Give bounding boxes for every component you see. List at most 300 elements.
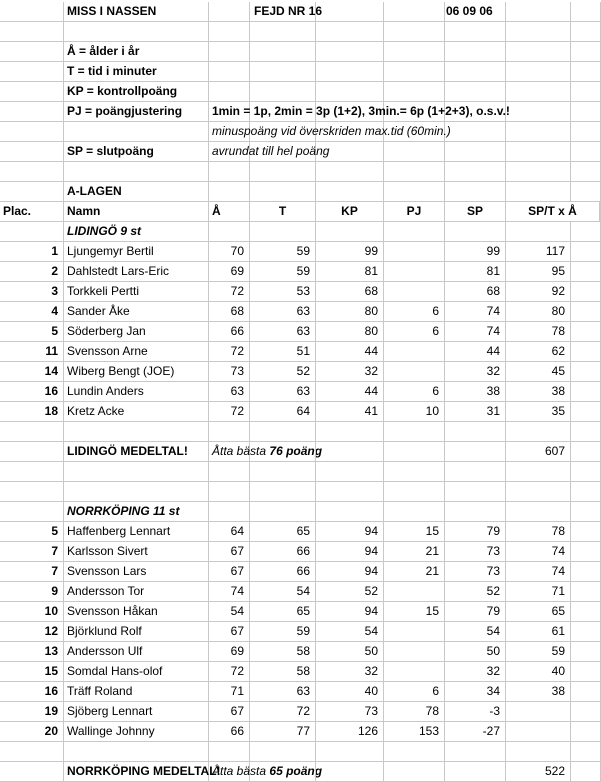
player-name[interactable]: Andersson Ulf	[64, 642, 209, 662]
placement[interactable]: 7	[0, 562, 64, 582]
cell[interactable]	[445, 62, 506, 82]
spt-value[interactable]: 78	[506, 322, 571, 342]
cell[interactable]	[571, 622, 601, 642]
cell[interactable]	[445, 122, 506, 142]
cell[interactable]	[571, 22, 601, 42]
age-value[interactable]: 69	[209, 642, 250, 662]
cell[interactable]	[571, 242, 601, 262]
cell[interactable]	[250, 62, 316, 82]
cell[interactable]	[316, 462, 384, 482]
cell[interactable]	[209, 482, 250, 502]
column-header[interactable]: PJ	[384, 202, 445, 222]
time-value[interactable]: 53	[250, 282, 316, 302]
age-value[interactable]: 72	[209, 342, 250, 362]
age-value[interactable]: 72	[209, 402, 250, 422]
sp-value[interactable]: -3	[445, 702, 506, 722]
cell[interactable]	[209, 182, 250, 202]
kp-value[interactable]: 41	[316, 402, 384, 422]
cell[interactable]	[571, 642, 601, 662]
cell[interactable]	[506, 162, 571, 182]
player-name[interactable]: Söderberg Jan	[64, 322, 209, 342]
kp-value[interactable]: 80	[316, 322, 384, 342]
cell[interactable]	[0, 42, 64, 62]
cell[interactable]	[506, 742, 571, 762]
time-value[interactable]: 59	[250, 262, 316, 282]
cell[interactable]	[506, 422, 571, 442]
cell[interactable]	[316, 2, 384, 22]
cell[interactable]	[571, 562, 601, 582]
cell[interactable]	[250, 462, 316, 482]
kp-value[interactable]: 73	[316, 702, 384, 722]
player-name[interactable]: Ljungemyr Bertil	[64, 242, 209, 262]
cell[interactable]	[571, 202, 601, 222]
summary-total[interactable]: 522	[506, 762, 571, 782]
cell[interactable]	[506, 102, 571, 122]
cell[interactable]	[209, 462, 250, 482]
cell[interactable]	[506, 62, 571, 82]
age-value[interactable]: 67	[209, 702, 250, 722]
kp-value[interactable]: 94	[316, 522, 384, 542]
kp-value[interactable]: 50	[316, 642, 384, 662]
spt-value[interactable]: 38	[506, 682, 571, 702]
pj-value[interactable]	[384, 282, 445, 302]
placement[interactable]: 15	[0, 662, 64, 682]
pj-value[interactable]: 21	[384, 542, 445, 562]
column-header[interactable]: Å	[209, 202, 250, 222]
sp-value[interactable]: 50	[445, 642, 506, 662]
cell[interactable]	[445, 742, 506, 762]
cell[interactable]	[506, 142, 571, 162]
cell[interactable]	[316, 182, 384, 202]
cell[interactable]	[0, 82, 64, 102]
team-name[interactable]: LIDINGÖ 9 st	[64, 222, 209, 242]
kp-value[interactable]: 44	[316, 382, 384, 402]
cell[interactable]	[316, 762, 384, 782]
age-value[interactable]: 67	[209, 562, 250, 582]
time-value[interactable]: 63	[250, 382, 316, 402]
cell[interactable]	[250, 182, 316, 202]
cell[interactable]	[571, 522, 601, 542]
time-value[interactable]: 64	[250, 402, 316, 422]
pj-value[interactable]	[384, 242, 445, 262]
cell[interactable]	[571, 422, 601, 442]
placement[interactable]: 12	[0, 622, 64, 642]
age-value[interactable]: 68	[209, 302, 250, 322]
summary-text[interactable]	[209, 762, 323, 782]
cell[interactable]	[0, 2, 64, 22]
cell[interactable]	[571, 222, 601, 242]
cell[interactable]	[445, 42, 506, 62]
cell[interactable]	[316, 502, 384, 522]
kp-value[interactable]: 54	[316, 622, 384, 642]
sp-value[interactable]: 79	[445, 522, 506, 542]
time-value[interactable]: 51	[250, 342, 316, 362]
cell[interactable]	[571, 462, 601, 482]
cell[interactable]	[209, 2, 250, 22]
cell[interactable]	[384, 482, 445, 502]
cell[interactable]	[445, 22, 506, 42]
cell[interactable]	[384, 42, 445, 62]
cell[interactable]	[384, 62, 445, 82]
cell[interactable]	[571, 762, 601, 782]
cell[interactable]	[316, 22, 384, 42]
placement[interactable]: 16	[0, 682, 64, 702]
cell[interactable]	[209, 222, 250, 242]
spt-value[interactable]	[506, 702, 571, 722]
cell[interactable]	[571, 382, 601, 402]
time-value[interactable]: 66	[250, 542, 316, 562]
pj-value[interactable]: 6	[384, 382, 445, 402]
cell[interactable]	[506, 122, 571, 142]
placement[interactable]: 13	[0, 642, 64, 662]
player-name[interactable]: Sjöberg Lennart	[64, 702, 209, 722]
age-value[interactable]: 54	[209, 602, 250, 622]
cell[interactable]	[506, 182, 571, 202]
spt-value[interactable]: 78	[506, 522, 571, 542]
cell[interactable]	[571, 362, 601, 382]
column-header[interactable]: T	[250, 202, 316, 222]
time-value[interactable]: 58	[250, 662, 316, 682]
age-value[interactable]: 67	[209, 542, 250, 562]
sp-value[interactable]: 74	[445, 322, 506, 342]
cell[interactable]	[64, 422, 209, 442]
cell[interactable]	[571, 142, 601, 162]
cell[interactable]	[571, 702, 601, 722]
sp-value[interactable]: 31	[445, 402, 506, 422]
cell[interactable]	[506, 502, 571, 522]
cell[interactable]	[316, 422, 384, 442]
placement[interactable]: 14	[0, 362, 64, 382]
kp-value[interactable]: 80	[316, 302, 384, 322]
cell[interactable]	[445, 82, 506, 102]
time-value[interactable]: 59	[250, 242, 316, 262]
cell[interactable]	[571, 102, 601, 122]
age-value[interactable]: 72	[209, 282, 250, 302]
cell[interactable]	[0, 462, 64, 482]
player-name[interactable]: Dahlstedt Lars-Eric	[64, 262, 209, 282]
sp-value[interactable]: 81	[445, 262, 506, 282]
player-name[interactable]: Karlsson Sivert	[64, 542, 209, 562]
cell[interactable]	[209, 162, 250, 182]
pj-value[interactable]: 21	[384, 562, 445, 582]
age-value[interactable]: 72	[209, 662, 250, 682]
spt-value[interactable]: 59	[506, 642, 571, 662]
cell[interactable]	[571, 442, 601, 462]
cell[interactable]	[571, 62, 601, 82]
age-value[interactable]: 70	[209, 242, 250, 262]
cell[interactable]	[571, 502, 601, 522]
spt-value[interactable]: 80	[506, 302, 571, 322]
cell[interactable]	[445, 442, 506, 462]
cell[interactable]	[64, 22, 209, 42]
player-name[interactable]: Svensson Håkan	[64, 602, 209, 622]
age-value[interactable]: 69	[209, 262, 250, 282]
time-value[interactable]: 65	[250, 602, 316, 622]
cell[interactable]	[571, 682, 601, 702]
kp-value[interactable]: 99	[316, 242, 384, 262]
player-name[interactable]: Somdal Hans-olof	[64, 662, 209, 682]
pj-value[interactable]: 153	[384, 722, 445, 742]
placement[interactable]: 18	[0, 402, 64, 422]
kp-value[interactable]: 81	[316, 262, 384, 282]
cell[interactable]	[571, 122, 601, 142]
cell[interactable]	[571, 342, 601, 362]
sp-value[interactable]: 32	[445, 362, 506, 382]
sp-value[interactable]: 34	[445, 682, 506, 702]
cell[interactable]	[0, 762, 64, 782]
placement[interactable]: 4	[0, 302, 64, 322]
cell[interactable]	[445, 182, 506, 202]
placement[interactable]: 2	[0, 262, 64, 282]
cell[interactable]	[445, 502, 506, 522]
cell[interactable]	[0, 62, 64, 82]
time-value[interactable]: 77	[250, 722, 316, 742]
cell[interactable]	[250, 222, 316, 242]
cell[interactable]	[384, 762, 445, 782]
cell[interactable]	[384, 462, 445, 482]
cell[interactable]	[571, 282, 601, 302]
kp-value[interactable]: 52	[316, 582, 384, 602]
cell[interactable]	[384, 222, 445, 242]
column-header[interactable]: KP	[316, 202, 384, 222]
time-value[interactable]: 52	[250, 362, 316, 382]
pj-value[interactable]	[384, 582, 445, 602]
cell[interactable]	[445, 222, 506, 242]
cell[interactable]	[384, 182, 445, 202]
pj-value[interactable]: 10	[384, 402, 445, 422]
cell[interactable]	[445, 422, 506, 442]
cell[interactable]	[571, 302, 601, 322]
cell[interactable]	[445, 162, 506, 182]
column-header[interactable]: Plac.	[0, 202, 64, 222]
sp-value[interactable]: 73	[445, 542, 506, 562]
pj-value[interactable]: 15	[384, 522, 445, 542]
cell[interactable]	[571, 42, 601, 62]
age-value[interactable]: 64	[209, 522, 250, 542]
spt-value[interactable]: 61	[506, 622, 571, 642]
age-value[interactable]: 74	[209, 582, 250, 602]
sp-value[interactable]: 54	[445, 622, 506, 642]
cell[interactable]	[316, 742, 384, 762]
cell[interactable]	[0, 482, 64, 502]
placement[interactable]: 1	[0, 242, 64, 262]
cell[interactable]	[384, 2, 445, 22]
cell[interactable]	[571, 742, 601, 762]
cell[interactable]	[571, 262, 601, 282]
time-value[interactable]: 54	[250, 582, 316, 602]
spt-value[interactable]: 92	[506, 282, 571, 302]
cell[interactable]	[0, 442, 64, 462]
cell[interactable]	[506, 22, 571, 42]
placement[interactable]: 10	[0, 602, 64, 622]
player-name[interactable]: Lundin Anders	[64, 382, 209, 402]
placement[interactable]: 3	[0, 282, 64, 302]
cell[interactable]	[571, 482, 601, 502]
cell[interactable]	[445, 482, 506, 502]
kp-value[interactable]: 32	[316, 362, 384, 382]
cell[interactable]	[316, 442, 384, 462]
spt-value[interactable]: 45	[506, 362, 571, 382]
pj-value[interactable]: 6	[384, 302, 445, 322]
cell[interactable]	[0, 122, 64, 142]
cell[interactable]	[250, 762, 316, 782]
player-name[interactable]: Wallinge Johnny	[64, 722, 209, 742]
cell[interactable]	[250, 442, 316, 462]
cell[interactable]	[250, 742, 316, 762]
cell[interactable]	[0, 742, 64, 762]
spt-value[interactable]: 95	[506, 262, 571, 282]
spt-value[interactable]: 65	[506, 602, 571, 622]
cell[interactable]	[384, 442, 445, 462]
summary-total[interactable]: 607	[506, 442, 571, 462]
cell[interactable]	[571, 162, 601, 182]
spt-value[interactable]: 40	[506, 662, 571, 682]
sp-value[interactable]: 38	[445, 382, 506, 402]
sp-value[interactable]: 99	[445, 242, 506, 262]
placement[interactable]: 19	[0, 702, 64, 722]
cell[interactable]	[571, 182, 601, 202]
cell[interactable]	[506, 482, 571, 502]
kp-value[interactable]: 94	[316, 542, 384, 562]
cell[interactable]	[571, 602, 601, 622]
spt-value[interactable]: 35	[506, 402, 571, 422]
summary-label[interactable]: NORRKÖPING MEDELTAL!	[64, 762, 209, 782]
kp-value[interactable]: 68	[316, 282, 384, 302]
cell[interactable]	[571, 2, 601, 22]
time-value[interactable]: 65	[250, 522, 316, 542]
cell[interactable]	[316, 42, 384, 62]
kp-value[interactable]: 40	[316, 682, 384, 702]
cell[interactable]	[64, 162, 209, 182]
cell[interactable]	[384, 82, 445, 102]
cell[interactable]	[506, 222, 571, 242]
player-name[interactable]: Träff Roland	[64, 682, 209, 702]
pj-value[interactable]: 6	[384, 322, 445, 342]
cell[interactable]	[64, 122, 209, 142]
spt-value[interactable]: 71	[506, 582, 571, 602]
time-value[interactable]: 66	[250, 562, 316, 582]
sp-value[interactable]: 68	[445, 282, 506, 302]
cell[interactable]	[209, 502, 250, 522]
cell[interactable]	[316, 82, 384, 102]
summary-label[interactable]: LIDINGÖ MEDELTAL!	[64, 442, 209, 462]
cell[interactable]	[384, 22, 445, 42]
placement[interactable]: 5	[0, 322, 64, 342]
time-value[interactable]: 63	[250, 322, 316, 342]
age-value[interactable]: 66	[209, 322, 250, 342]
team-name[interactable]: NORRKÖPING 11 st	[64, 502, 209, 522]
pj-value[interactable]	[384, 642, 445, 662]
column-header[interactable]: SP/T x Å	[506, 202, 600, 222]
time-value[interactable]: 72	[250, 702, 316, 722]
cell[interactable]	[506, 42, 571, 62]
cell[interactable]	[571, 582, 601, 602]
cell[interactable]	[250, 82, 316, 102]
cell[interactable]	[250, 502, 316, 522]
player-name[interactable]: Wiberg Bengt (JOE)	[64, 362, 209, 382]
cell[interactable]	[250, 22, 316, 42]
spt-value[interactable]: 74	[506, 542, 571, 562]
cell[interactable]	[0, 502, 64, 522]
sp-value[interactable]: 44	[445, 342, 506, 362]
placement[interactable]: 9	[0, 582, 64, 602]
cell[interactable]	[209, 422, 250, 442]
player-name[interactable]: Björklund Rolf	[64, 622, 209, 642]
cell[interactable]	[0, 162, 64, 182]
pj-value[interactable]: 15	[384, 602, 445, 622]
cell[interactable]	[0, 182, 64, 202]
cell[interactable]	[250, 162, 316, 182]
cell[interactable]	[384, 162, 445, 182]
cell[interactable]	[0, 102, 64, 122]
pj-value[interactable]: 6	[384, 682, 445, 702]
time-value[interactable]: 58	[250, 642, 316, 662]
cell[interactable]	[316, 162, 384, 182]
player-name[interactable]: Kretz Acke	[64, 402, 209, 422]
cell[interactable]	[445, 462, 506, 482]
cell[interactable]	[571, 662, 601, 682]
placement[interactable]: 7	[0, 542, 64, 562]
column-header[interactable]: SP	[445, 202, 506, 222]
kp-value[interactable]: 32	[316, 662, 384, 682]
sp-value[interactable]: 74	[445, 302, 506, 322]
cell[interactable]	[506, 462, 571, 482]
cell[interactable]	[506, 82, 571, 102]
age-value[interactable]: 66	[209, 722, 250, 742]
placement[interactable]: 5	[0, 522, 64, 542]
cell[interactable]	[445, 762, 506, 782]
pj-value[interactable]	[384, 342, 445, 362]
cell[interactable]	[64, 742, 209, 762]
spt-value[interactable]	[506, 722, 571, 742]
cell[interactable]	[0, 22, 64, 42]
age-value[interactable]: 67	[209, 622, 250, 642]
cell[interactable]	[571, 542, 601, 562]
cell[interactable]	[209, 82, 250, 102]
time-value[interactable]: 59	[250, 622, 316, 642]
cell[interactable]	[0, 422, 64, 442]
sp-value[interactable]: 32	[445, 662, 506, 682]
cell[interactable]	[209, 62, 250, 82]
cell[interactable]	[250, 482, 316, 502]
kp-value[interactable]: 94	[316, 562, 384, 582]
time-value[interactable]: 63	[250, 302, 316, 322]
summary-text[interactable]	[209, 442, 323, 462]
cell[interactable]	[64, 482, 209, 502]
cell[interactable]	[209, 742, 250, 762]
cell[interactable]	[209, 42, 250, 62]
cell[interactable]	[209, 22, 250, 42]
cell[interactable]	[571, 322, 601, 342]
age-value[interactable]: 71	[209, 682, 250, 702]
sp-value[interactable]: 79	[445, 602, 506, 622]
cell[interactable]	[64, 462, 209, 482]
spt-value[interactable]: 38	[506, 382, 571, 402]
placement[interactable]: 16	[0, 382, 64, 402]
cell[interactable]	[384, 142, 445, 162]
cell[interactable]	[316, 62, 384, 82]
cell[interactable]	[384, 742, 445, 762]
age-value[interactable]: 73	[209, 362, 250, 382]
player-name[interactable]: Sander Åke	[64, 302, 209, 322]
time-value[interactable]: 63	[250, 682, 316, 702]
cell[interactable]	[250, 422, 316, 442]
pj-value[interactable]	[384, 262, 445, 282]
player-name[interactable]: Andersson Tor	[64, 582, 209, 602]
spt-value[interactable]: 117	[506, 242, 571, 262]
sp-value[interactable]: -27	[445, 722, 506, 742]
cell[interactable]	[571, 402, 601, 422]
